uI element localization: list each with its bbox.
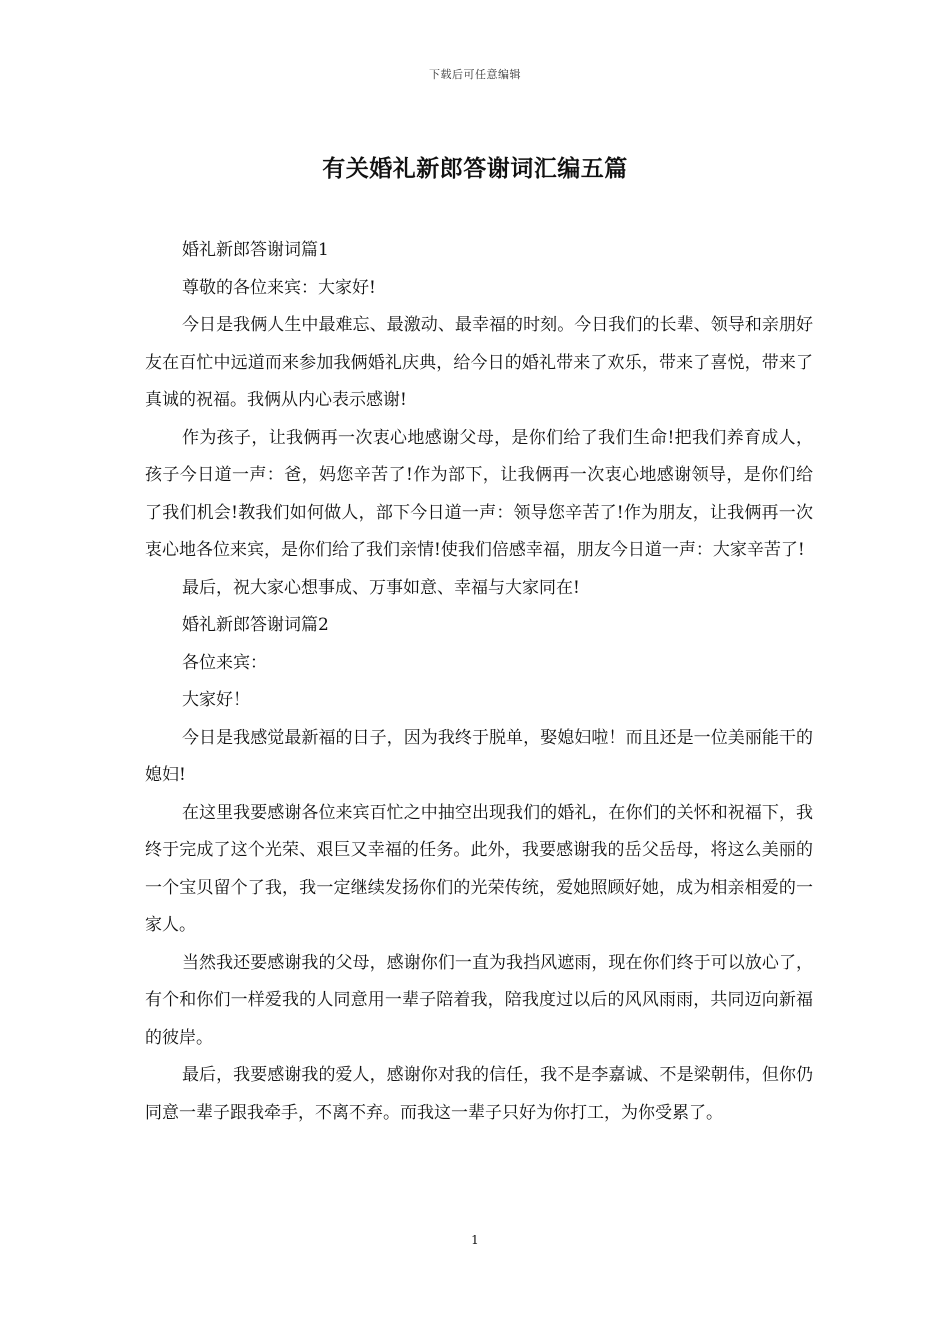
greeting-paragraph: 大家好！ (182, 690, 250, 710)
body-paragraph: 当然我还要感谢我的父母，感谢你们一直为我挡风遮雨，现在你们终于可以放心了，有个和你们一样爱我的人同意用一辈子陪着我，陪我度过以后的风风雨雨，共同迈向新福的彼岸。 (145, 952, 813, 1048)
greeting-paragraph: 各位来宾： (182, 652, 267, 673)
body-paragraph: 最后，祝大家心想事成、万事如意、幸福与大家同在! (182, 577, 580, 598)
body-paragraph: 在这里我要感谢各位来宾百忙之中抽空出现我们的婚礼，在你们的关怀和祝福下，我终于完成了这个光荣、艰巨又幸福的任务。此外，我要感谢我的岳父岳母，将这么美丽的一个宝贝留个了我，我一定继续发扬你们的光荣传统，爱她照顾好她，成为相亲相爱的一家人。 (145, 802, 813, 935)
greeting-paragraph: 尊敬的各位来宾：大家好! (182, 277, 376, 298)
section-heading-1: 婚礼新郎答谢词篇1 (182, 240, 329, 260)
document-body (145, 232, 813, 1132)
body-paragraph: 最后，我要感谢我的爱人，感谢你对我的信任，我不是李嘉诚、不是梁朝伟，但你仍同意一辈子跟我牵手，不离不弃。而我这一辈子只好为你打工，为你受累了。 (145, 1065, 813, 1123)
document-title: 有关婚礼新郎答谢词汇编五篇 (322, 155, 628, 182)
page-number: 1 (471, 1233, 479, 1247)
body-paragraph: 今日是我俩人生中最难忘、最激动、最幸福的时刻。今日我们的长辈、领导和亲朋好友在百忙中远道而来参加我俩婚礼庆典，给今日的婚礼带来了欢乐，带来了喜悦，带来了真诚的祝福。我俩从内心表示感谢! (145, 315, 813, 410)
header-note: 下载后可任意编辑 (429, 68, 521, 81)
body-paragraph: 今日是我感觉最新福的日子，因为我终于脱单，娶媳妇啦！而且还是一位美丽能干的媳妇! (145, 727, 813, 785)
section-heading-2: 婚礼新郎答谢词篇2 (182, 615, 329, 635)
body-paragraph: 作为孩子，让我俩再一次衷心地感谢父母，是你们给了我们生命!把我们养育成人，孩子今日道一声：爸，妈您辛苦了!作为部下，让我俩再一次衷心地感谢领导，是你们给了我们机会!教我们如何做人，部下今日道一声：领导您辛苦了!作为朋友，让我俩再一次衷心地各位来宾，是你们给了我们亲情!使我们倍感幸福，朋友今日道一声：大家辛苦了! (145, 427, 813, 560)
